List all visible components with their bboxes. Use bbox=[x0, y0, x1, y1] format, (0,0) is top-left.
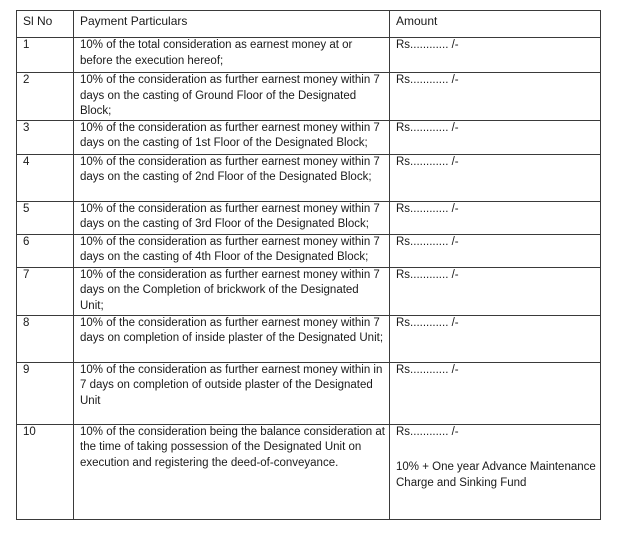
row-sl-no: 3 bbox=[17, 120, 74, 154]
row-amount: Rs............ /- bbox=[390, 362, 601, 424]
table-row bbox=[17, 234, 601, 267]
row-particulars: 10% of the consideration as further earnest money within 7 days on the casting of 3rd Floor of the Designated Block; bbox=[74, 201, 390, 234]
row-sl-no: 10 bbox=[17, 424, 74, 519]
row-particulars: 10% of the consideration as further earnest money within 7 days on the casting of Ground Floor of the Designated Block; bbox=[74, 73, 390, 121]
row-sl-no: 6 bbox=[17, 234, 74, 267]
row-particulars: 10% of the total consideration as earnest money at or before the execution hereof; bbox=[74, 38, 390, 73]
row-amount-note: 10% + One year Advance Maintenance Charge and Sinking Fund bbox=[396, 461, 596, 489]
row-amount: Rs............ /- bbox=[390, 267, 601, 315]
row-amount: Rs............ /- bbox=[396, 425, 459, 438]
table-row bbox=[17, 38, 601, 73]
table-row bbox=[17, 154, 601, 201]
row-amount-cell bbox=[390, 424, 601, 519]
row-sl-no: 9 bbox=[17, 362, 74, 424]
payment-schedule-table bbox=[16, 10, 601, 520]
row-sl-no: 5 bbox=[17, 201, 74, 234]
row-sl-no: 2 bbox=[17, 73, 74, 121]
table-row bbox=[17, 267, 601, 315]
header-payment-particulars: Payment Particulars bbox=[74, 11, 390, 38]
header-amount: Amount bbox=[390, 11, 601, 38]
row-sl-no: 7 bbox=[17, 267, 74, 315]
table-row bbox=[17, 120, 601, 154]
row-amount: Rs............ /- bbox=[390, 154, 601, 201]
row-particulars: 10% of the consideration as further earnest money within 7 days on the casting of 2nd Floor of the Designated Block; bbox=[74, 154, 390, 201]
row-particulars: 10% of the consideration as further earnest money within 7 days on completion of inside plaster of the Designated Unit; bbox=[74, 315, 390, 362]
row-amount: Rs............ /- bbox=[390, 315, 601, 362]
row-sl-no: 4 bbox=[17, 154, 74, 201]
row-sl-no: 8 bbox=[17, 315, 74, 362]
row-amount: Rs............ /- bbox=[390, 38, 601, 73]
row-amount: Rs............ /- bbox=[390, 73, 601, 121]
table-row bbox=[17, 362, 601, 424]
table-row bbox=[17, 73, 601, 121]
table-row bbox=[17, 201, 601, 234]
row-particulars: 10% of the consideration being the balance consideration at the time of taking possession of the Designated Unit on execution and registering the deed-of-conveyance. bbox=[74, 424, 390, 519]
row-particulars: 10% of the consideration as further earnest money within in 7 days on completion of outside plaster of the Designated Unit bbox=[74, 362, 390, 424]
table-row bbox=[17, 315, 601, 362]
row-amount: Rs............ /- bbox=[390, 234, 601, 267]
row-amount: Rs............ /- bbox=[390, 120, 601, 154]
header-sl-no: Sl No bbox=[17, 11, 74, 38]
header-row bbox=[17, 11, 601, 38]
row-sl-no: 1 bbox=[17, 38, 74, 73]
table-row bbox=[17, 424, 601, 519]
row-amount: Rs............ /- bbox=[390, 201, 601, 234]
row-particulars: 10% of the consideration as further earnest money within 7 days on the Completion of brickwork of the Designated Unit; bbox=[74, 267, 390, 315]
row-particulars: 10% of the consideration as further earnest money within 7 days on the casting of 1st Floor of the Designated Block; bbox=[74, 120, 390, 154]
row-particulars: 10% of the consideration as further earnest money within 7 days on the casting of 4th Floor of the Designated Block; bbox=[74, 234, 390, 267]
